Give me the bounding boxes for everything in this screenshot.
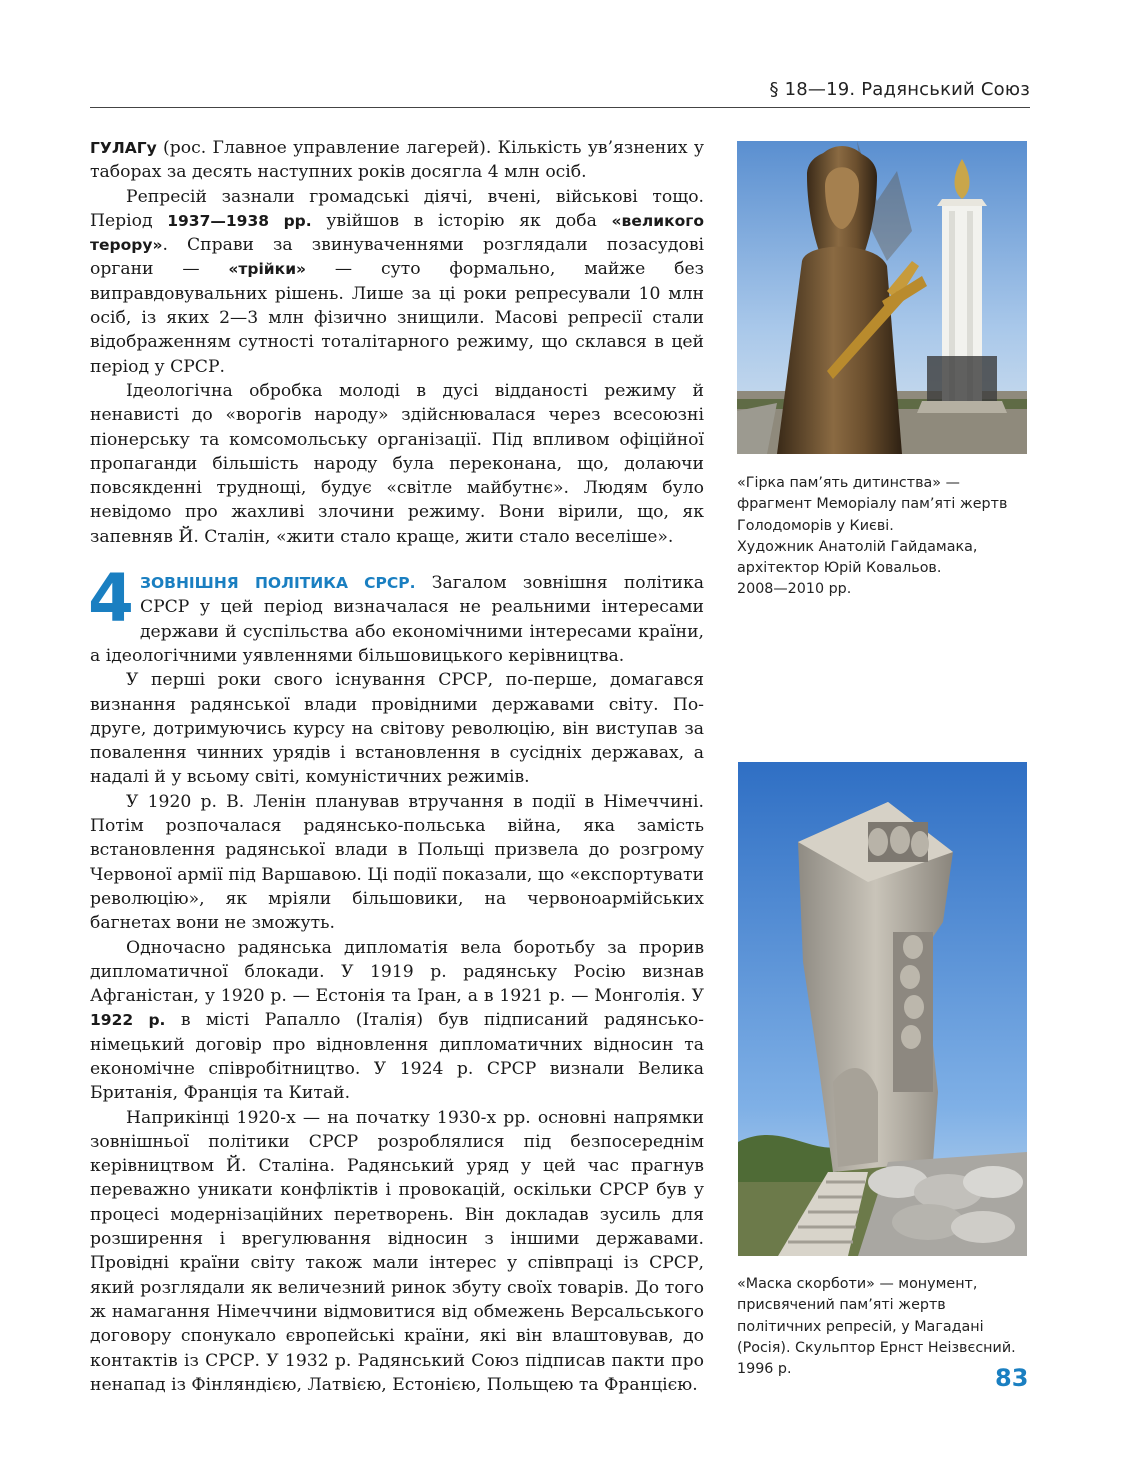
paragraph-2-text-c: . Справи за звинуваченнями розглядали позасудові органи —: [90, 235, 704, 280]
term-1937-1938: 1937—1938 рр.: [167, 211, 312, 230]
figure-1-caption: [737, 473, 1037, 601]
figure-2-caption-line: 1996 р.: [737, 1361, 792, 1378]
figure-2-caption-line: (Росія). Скульптор Ернст Неізвєсний.: [737, 1339, 1016, 1356]
paragraph-7-text-a: Одночасно радянська дипломатія вела боротьбу за прорив дипломатичної блокади. У 1919 р. радянську Росію визнав Афганістан, у 1920 р. — Естонія та Іран, а в 1921 р. — Монголія. У: [90, 937, 704, 1007]
paragraph-2-text-b: увійшов в історію як доба: [311, 210, 612, 231]
figure-1-caption-line: архітектор Юрій Ковальов.: [737, 560, 942, 577]
term-1922: 1922 р.: [90, 1011, 166, 1030]
paragraph-5: У перші роки свого існування СРСР, по-перше, домагався визнання радянської влади провідними державами світу. По-друге, дотримуючись курсу на світову революцію, він виступав за повалення чинних урядів і встановлення в сусідніх державах, а надалі й у всьому світі, комуністичних режимів.: [90, 670, 704, 788]
paragraph-2: [90, 185, 704, 379]
paragraph-7-text-b: в місті Рапалло (Італія) був підписаний радянсько-німецький договір про відновлення дипломатичних відносин та економічне співробітництво. У 1924 р. СРСР визнали Велика Британія, Франція та Китай.: [90, 1010, 704, 1104]
figure-1-caption-line: 2008—2010 рр.: [737, 581, 852, 598]
section-4-paragraph: [88, 560, 704, 668]
figure-2-caption: [737, 1274, 1037, 1380]
running-header: § 18—19. Радянський Союз: [769, 79, 1030, 100]
paragraph-2-text-d: — суто формально, майже без виправдовувальних рішень. Лише за ці роки репресували 10 млн осіб, із яких 2—3 млн фізично знищили. Масові репресії стали відображенням сутності тоталітарного режиму, що склався в цей період у СРСР.: [90, 259, 704, 377]
section-4-text: Загалом зовнішня політика СРСР у цей період визначалася не реальними інтересами держави й суспільства або економічними інтересами країни, а ідеологічними уявленнями більшовицького керівництва.: [90, 573, 704, 666]
figure-1-caption-line: Голодоморів у Києві.: [737, 517, 894, 534]
paragraph-8: Наприкінці 1920-х — на початку 1930-х рр. основні напрямки зовнішньої політики СРСР розроблялися під безпосереднім керівництвом Й. Сталіна. Радянський уряд у цей час прагнув переважно уникати конфліктів і провокацій, оскільки СРСР був у процесі модернізаційних перетворень. Він докладав зусиль для розширення і врегулювання відносин з іншими державами. Провідні країни світу також мали інтерес у співпраці із СРСР, який розглядали як величезний ринок збуту своїх товарів. До того ж намагання Німеччини відмовитися від обмежень Версальського договору спонукало європейські країни, які він влаштовував, до контактів із СРСР. У 1932 р. Радянський Союз підписав пакти про ненапад із Фінляндією, Латвією, Естонією, Польщею та Францією.: [90, 1107, 704, 1395]
main-text-column: [90, 136, 704, 1397]
paragraph-1-text: (рос. Главное управление лагерей). Кількість ув’язнених у таборах за десять наступних років досягла 4 млн осіб.: [90, 138, 704, 183]
paragraph-7: [90, 936, 704, 1106]
paragraph-1: [90, 136, 704, 185]
paragraph-6: У 1920 р. В. Ленін планував втручання в події в Німеччині. Потім розпочалася радянсько-польська війна, яка замість встановлення радянської влади в Польщі призвела до розгрому Червоної армії під Варшавою. Ці події показали, що «експортувати революцію», як мріяли більшовики, на червоноармійських багнетах вони не зможуть.: [90, 791, 705, 934]
figure-2-caption-line: присвячений пам’яті жертв: [737, 1297, 946, 1314]
paragraph-2-text-a: Репресій зазнали громадські діячі, вчені, військові тощо. Період: [90, 186, 704, 231]
photo-illustration: [738, 762, 1027, 1256]
holodomor-memorial-photo: [737, 141, 1027, 454]
header-rule: [90, 107, 1030, 108]
figure-2-caption-line: «Маска скорботи» — монумент,: [737, 1276, 978, 1292]
mask-of-sorrow-photo: [738, 762, 1027, 1256]
term-great-terror: «великого терору»: [90, 211, 704, 255]
term-troikas: «трійки»: [228, 260, 307, 279]
page-number: 83: [995, 1364, 1029, 1392]
term-gulag: ГУЛАГу: [90, 139, 157, 157]
figure-2-caption-line: політичних репресій, у Магадані: [737, 1318, 984, 1335]
figure-1-caption-line: «Гірка пам’ять дитинства» —: [737, 475, 960, 491]
section-title: ЗОВНІШНЯ ПОЛІТИКА СРСР.: [139, 574, 416, 593]
figure-1-caption-line: фрагмент Меморіалу пам’яті жертв: [737, 496, 1008, 513]
paragraph-3: Ідеологічна обробка молоді в дусі відданості режиму й ненависті до «ворогів народу» здійснювалася через всесоюзні піонерську та комсомольську організації. Під впливом офіційної пропаганди більшість народу була переконана, що, долаючи повсякденні труднощі, будує «світле майбутнє». Людям було невідомо про жахливі злочини режиму. Вони вірили, що, як запевняв Й. Сталін, «жити стало краще, жити стало веселіше».: [90, 380, 704, 547]
section-number: 4: [88, 560, 134, 638]
figure-1-caption-line: Художник Анатолій Гайдамака,: [737, 538, 978, 555]
photo-illustration: [737, 141, 1027, 454]
